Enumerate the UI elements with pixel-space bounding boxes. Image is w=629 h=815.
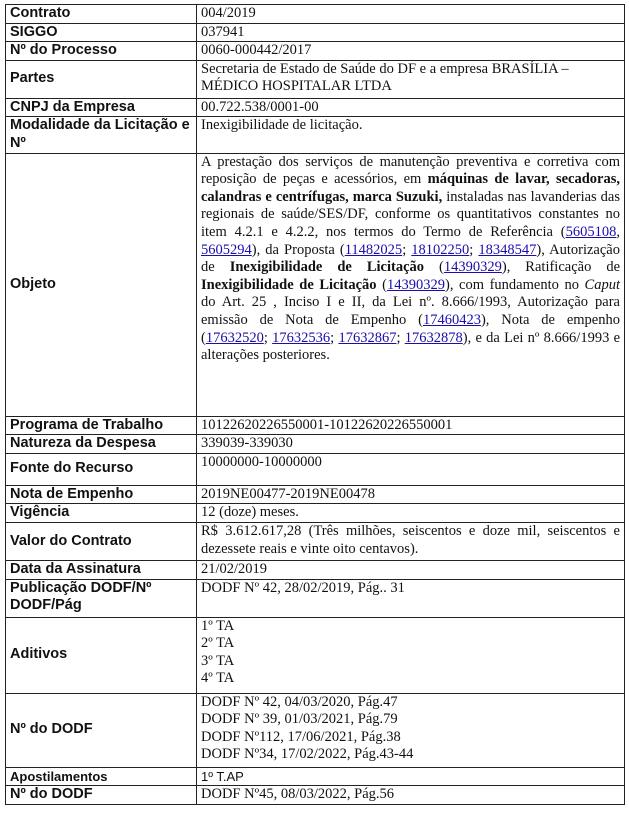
document-link[interactable]: 5605108 — [565, 223, 617, 240]
table-row — [6, 153, 625, 416]
table-row — [6, 693, 625, 767]
table-row — [6, 117, 625, 153]
label-cnpj: CNPJ da Empresa — [6, 98, 197, 117]
objeto-text: ; — [396, 329, 405, 346]
value-n-dodf-apostilamento: DODF Nº45, 08/03/2022, Pág.56 — [197, 786, 625, 805]
document-link[interactable]: 17460423 — [422, 311, 481, 328]
value-publicacao: DODF Nº 42, 28/02/2019, Pág.. 31 — [197, 579, 625, 617]
table-row — [6, 560, 625, 579]
table-row — [6, 617, 625, 693]
list-item: DODF Nº 42, 04/03/2020, Pág.47 — [201, 693, 398, 710]
value-partes: Secretaria de Estado de Saúde do DF e a empresa BRASÍLIA – MÉDICO HOSPITALAR LTDA — [197, 60, 625, 98]
document-link[interactable]: 5605294 — [201, 241, 252, 258]
value-objeto — [197, 153, 625, 416]
value-modalidade: Inexigibilidade de licitação. — [197, 117, 625, 153]
table-row — [6, 5, 625, 24]
value-nota-empenho: 2019NE00477-2019NE00478 — [197, 485, 625, 504]
objeto-text: ; — [263, 329, 273, 346]
table-row — [6, 23, 625, 42]
label-siggo: SIGGO — [6, 23, 197, 42]
objeto-bold-text: máquinas de lavar, secadoras, calandras e centrífugas, marca Suzuki, — [201, 171, 621, 205]
label-programa: Programa de Trabalho — [6, 416, 197, 435]
label-publicacao: Publicação DODF/Nº DODF/Pág — [6, 579, 197, 617]
list-item: DODF Nº 39, 01/03/2021, Pág.79 — [201, 711, 398, 728]
document-link[interactable]: 14390329 — [386, 276, 445, 293]
value-apostilamentos: 1º T.AP — [197, 767, 625, 786]
document-link[interactable]: 18102250 — [411, 241, 470, 258]
label-apostilamentos: Apostilamentos — [6, 767, 197, 786]
list-item: 2º TA — [201, 635, 235, 652]
contract-table — [5, 4, 625, 805]
value-data-assinatura: 21/02/2019 — [197, 560, 625, 579]
objeto-text: ; — [469, 241, 479, 258]
label-data-assinatura: Data da Assinatura — [6, 560, 197, 579]
objeto-text: ; — [330, 329, 339, 346]
value-valor: R$ 3.612.617,28 (Três milhões, seiscentos e doze mil, seiscentos e dezessete reais e vinte oito centavos). — [197, 522, 625, 560]
value-siggo: 037941 — [197, 23, 625, 42]
table-row — [6, 767, 625, 786]
table-row — [6, 485, 625, 504]
label-objeto: Objeto — [6, 153, 197, 416]
objeto-text: ( — [424, 259, 444, 276]
document-link[interactable]: 17632878 — [404, 329, 463, 346]
label-modalidade: Modalidade da Licitação e Nº — [6, 117, 197, 153]
table-row — [6, 579, 625, 617]
document-link[interactable]: 17632536 — [272, 329, 331, 346]
objeto-italic-text: Caput — [584, 276, 620, 293]
objeto-bold-text: Inexigibilidade de Licitação — [201, 276, 377, 293]
table-row — [6, 60, 625, 98]
document-link[interactable]: 17632867 — [338, 329, 397, 346]
objeto-bold-text: Inexigibilidade de Licitação — [229, 259, 425, 276]
label-nota-empenho: Nota de Empenho — [6, 485, 197, 504]
objeto-text: ), da Proposta ( — [251, 241, 345, 258]
document-link[interactable]: 17632520 — [205, 329, 264, 346]
objeto-text: instaladas nas lavanderias das regionais de saúde/SES/DF, conforme os quantitativos constantes no item 4.2.1 e 4.2.2, nos termos do Termo de Referência ( — [201, 188, 621, 240]
label-valor: Valor do Contrato — [6, 522, 197, 560]
contract-sheet — [5, 4, 625, 805]
value-fonte: 10000000-10000000 — [197, 453, 625, 485]
value-natureza: 339039-339030 — [197, 435, 625, 454]
document-link[interactable]: 18348547 — [478, 241, 537, 258]
table-row — [6, 453, 625, 485]
value-programa: 10122620226550001-10122620226550001 — [197, 416, 625, 435]
label-processo: Nº do Processo — [6, 42, 197, 61]
value-n-dodf — [197, 693, 625, 767]
table-row — [6, 42, 625, 61]
table-row — [6, 504, 625, 523]
objeto-text: ), e da Lei nº 8.666/1993 e alterações posteriores. — [201, 329, 621, 364]
objeto-text: ), Ratificação de — [501, 259, 621, 276]
list-item: 1º TA — [201, 617, 235, 634]
table-row — [6, 416, 625, 435]
label-aditivos: Aditivos — [6, 617, 197, 693]
list-item: DODF Nº34, 17/02/2022, Pág.43-44 — [201, 746, 414, 763]
label-fonte: Fonte do Recurso — [6, 453, 197, 485]
document-link[interactable]: 14390329 — [443, 259, 502, 276]
value-cnpj: 00.722.538/0001-00 — [197, 98, 625, 117]
value-vigencia: 12 (doze) meses. — [197, 504, 625, 523]
objeto-text: ), Autorização de — [201, 241, 620, 276]
label-n-dodf: Nº do DODF — [6, 693, 197, 767]
label-contrato: Contrato — [6, 5, 197, 24]
objeto-text: ), com fundamento no — [444, 276, 585, 293]
objeto-text: ; — [402, 241, 412, 258]
value-contrato: 004/2019 — [197, 5, 625, 24]
value-aditivos — [197, 617, 625, 693]
table-row — [6, 435, 625, 454]
objeto-text: ), Nota de empenho ( — [201, 311, 620, 346]
objeto-text: do Art. 25 , Inciso I e II, da Lei nº. 8.666/1993, Autorização para emissão de Nota de Empenho ( — [201, 294, 620, 328]
list-item: 4º TA — [201, 670, 235, 687]
list-item: DODF Nº112, 17/06/2021, Pág.38 — [201, 728, 401, 745]
objeto-text: , — [616, 223, 620, 240]
objeto-text: ( — [376, 276, 387, 293]
table-row — [6, 522, 625, 560]
list-item: 3º TA — [201, 652, 235, 669]
table-row — [6, 786, 625, 805]
label-partes: Partes — [6, 60, 197, 98]
table-row — [6, 98, 625, 117]
label-natureza: Natureza da Despesa — [6, 435, 197, 454]
document-link[interactable]: 11482025 — [344, 241, 403, 258]
label-n-dodf-apostilamento: Nº do DODF — [6, 786, 197, 805]
label-vigencia: Vigência — [6, 504, 197, 523]
value-processo: 0060-000442/2017 — [197, 42, 625, 61]
objeto-text: A prestação dos serviços de manutenção preventiva e corretiva com reposição de peças e acessórios, em — [201, 153, 620, 188]
